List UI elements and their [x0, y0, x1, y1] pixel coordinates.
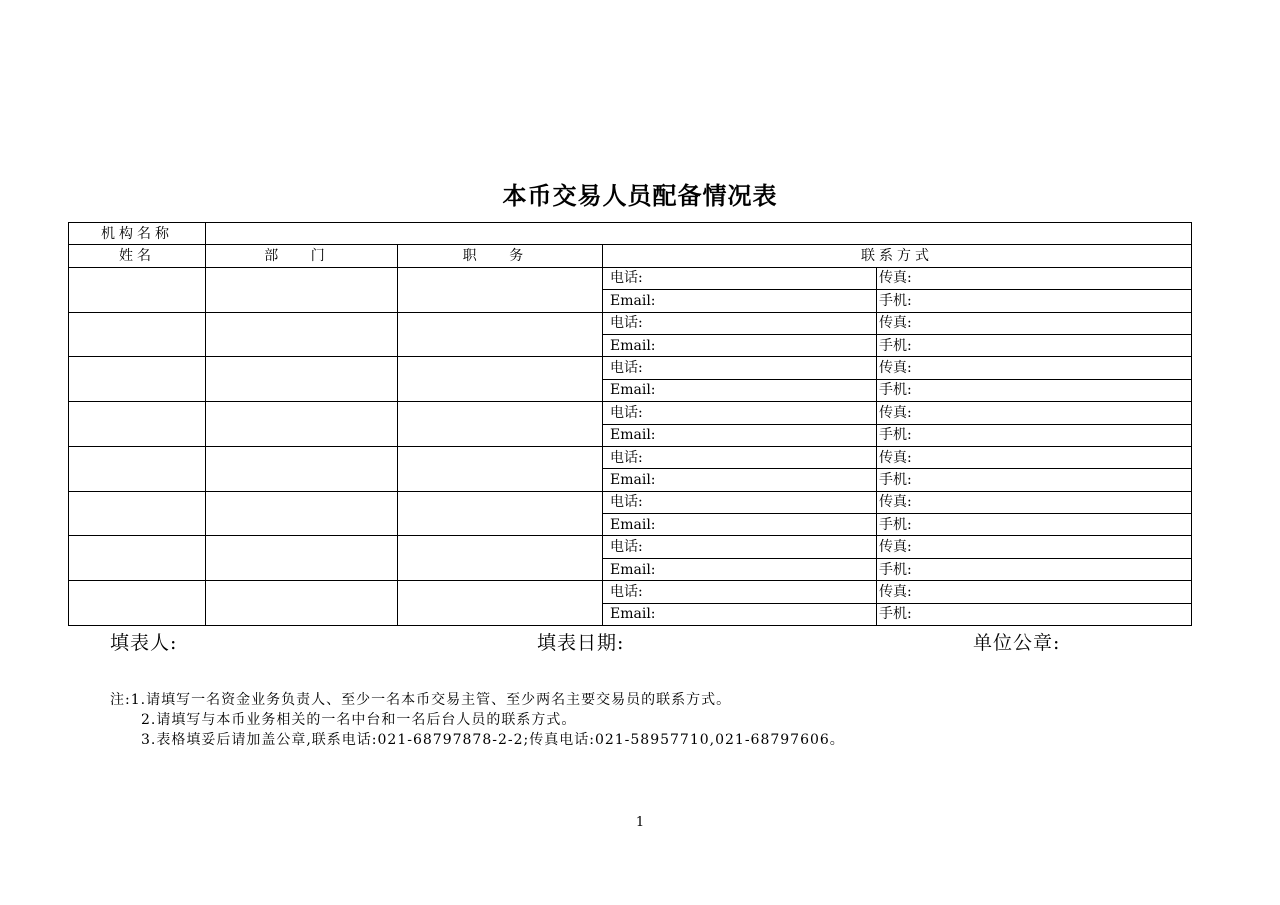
name-cell[interactable] [69, 581, 206, 626]
phone-cell[interactable]: 电话: [603, 402, 877, 424]
header-name: 姓名 [69, 245, 206, 267]
signature-line [0, 628, 1280, 654]
header-contact: 联系方式 [603, 245, 1192, 267]
name-cell[interactable] [69, 491, 206, 536]
mobile-cell[interactable]: 手机: [877, 424, 1192, 446]
name-cell[interactable] [69, 402, 206, 447]
email-cell[interactable]: Email: [603, 424, 877, 446]
phone-cell[interactable]: 电话: [603, 446, 877, 468]
org-label: 机构名称 [69, 223, 206, 245]
header-position: 职 务 [398, 245, 603, 267]
phone-cell[interactable]: 电话: [603, 536, 877, 558]
fax-cell[interactable]: 传真: [877, 446, 1192, 468]
fax-cell[interactable]: 传真: [877, 312, 1192, 334]
person-row [69, 402, 1192, 424]
department-cell[interactable] [206, 267, 398, 312]
page-number: 1 [635, 815, 645, 830]
fax-cell[interactable]: 传真: [877, 402, 1192, 424]
department-cell[interactable] [206, 357, 398, 402]
mobile-cell[interactable]: 手机: [877, 514, 1192, 536]
name-cell[interactable] [69, 267, 206, 312]
email-cell[interactable]: Email: [603, 558, 877, 580]
department-cell[interactable] [206, 312, 398, 357]
note-2: 2.请填写与本币业务相关的一名中台和一名后台人员的联系方式。 [141, 712, 577, 728]
phone-cell[interactable]: 电话: [603, 267, 877, 289]
header-row [69, 245, 1192, 267]
seal-label: 单位公章: [973, 632, 1061, 654]
email-cell[interactable]: Email: [603, 514, 877, 536]
name-cell[interactable] [69, 446, 206, 491]
person-row [69, 267, 1192, 289]
mobile-cell[interactable]: 手机: [877, 290, 1192, 312]
person-row [69, 491, 1192, 513]
mobile-cell[interactable]: 手机: [877, 558, 1192, 580]
email-cell[interactable]: Email: [603, 334, 877, 356]
department-cell[interactable] [206, 491, 398, 536]
name-cell[interactable] [69, 312, 206, 357]
phone-cell[interactable]: 电话: [603, 312, 877, 334]
person-row [69, 536, 1192, 558]
notes [110, 690, 845, 750]
position-cell[interactable] [398, 312, 603, 357]
phone-cell[interactable]: 电话: [603, 581, 877, 603]
note-3: 3.表格填妥后请加盖公章,联系电话:021-68797878-2-2;传真电话:021-58957710,021-68797606。 [141, 732, 845, 748]
fax-cell[interactable]: 传真: [877, 491, 1192, 513]
position-cell[interactable] [398, 357, 603, 402]
fax-cell[interactable]: 传真: [877, 536, 1192, 558]
position-cell[interactable] [398, 446, 603, 491]
person-row [69, 581, 1192, 603]
name-cell[interactable] [69, 357, 206, 402]
department-cell[interactable] [206, 581, 398, 626]
mobile-cell[interactable]: 手机: [877, 334, 1192, 356]
org-name-field[interactable] [206, 223, 1192, 245]
position-cell[interactable] [398, 581, 603, 626]
position-cell[interactable] [398, 491, 603, 536]
fax-cell[interactable]: 传真: [877, 357, 1192, 379]
email-cell[interactable]: Email: [603, 603, 877, 625]
email-cell[interactable]: Email: [603, 379, 877, 401]
note-1: 注:1.请填写一名资金业务负责人、至少一名本币交易主管、至少两名主要交易员的联系方式。 [110, 692, 732, 708]
person-row [69, 357, 1192, 379]
fill-date-label: 填表日期: [537, 632, 625, 654]
department-cell[interactable] [206, 402, 398, 447]
person-row [69, 312, 1192, 334]
position-cell[interactable] [398, 267, 603, 312]
name-cell[interactable] [69, 536, 206, 581]
org-row [69, 223, 1192, 245]
header-department: 部 门 [206, 245, 398, 267]
phone-cell[interactable]: 电话: [603, 357, 877, 379]
mobile-cell[interactable]: 手机: [877, 469, 1192, 491]
department-cell[interactable] [206, 446, 398, 491]
department-cell[interactable] [206, 536, 398, 581]
page-title: 本币交易人员配备情况表 [502, 182, 778, 210]
person-row [69, 446, 1192, 468]
mobile-cell[interactable]: 手机: [877, 379, 1192, 401]
position-cell[interactable] [398, 536, 603, 581]
filler-label: 填表人: [110, 632, 178, 654]
staff-table [68, 222, 1192, 626]
phone-cell[interactable]: 电话: [603, 491, 877, 513]
fax-cell[interactable]: 传真: [877, 581, 1192, 603]
email-cell[interactable]: Email: [603, 290, 877, 312]
position-cell[interactable] [398, 402, 603, 447]
fax-cell[interactable]: 传真: [877, 267, 1192, 289]
mobile-cell[interactable]: 手机: [877, 603, 1192, 625]
email-cell[interactable]: Email: [603, 469, 877, 491]
